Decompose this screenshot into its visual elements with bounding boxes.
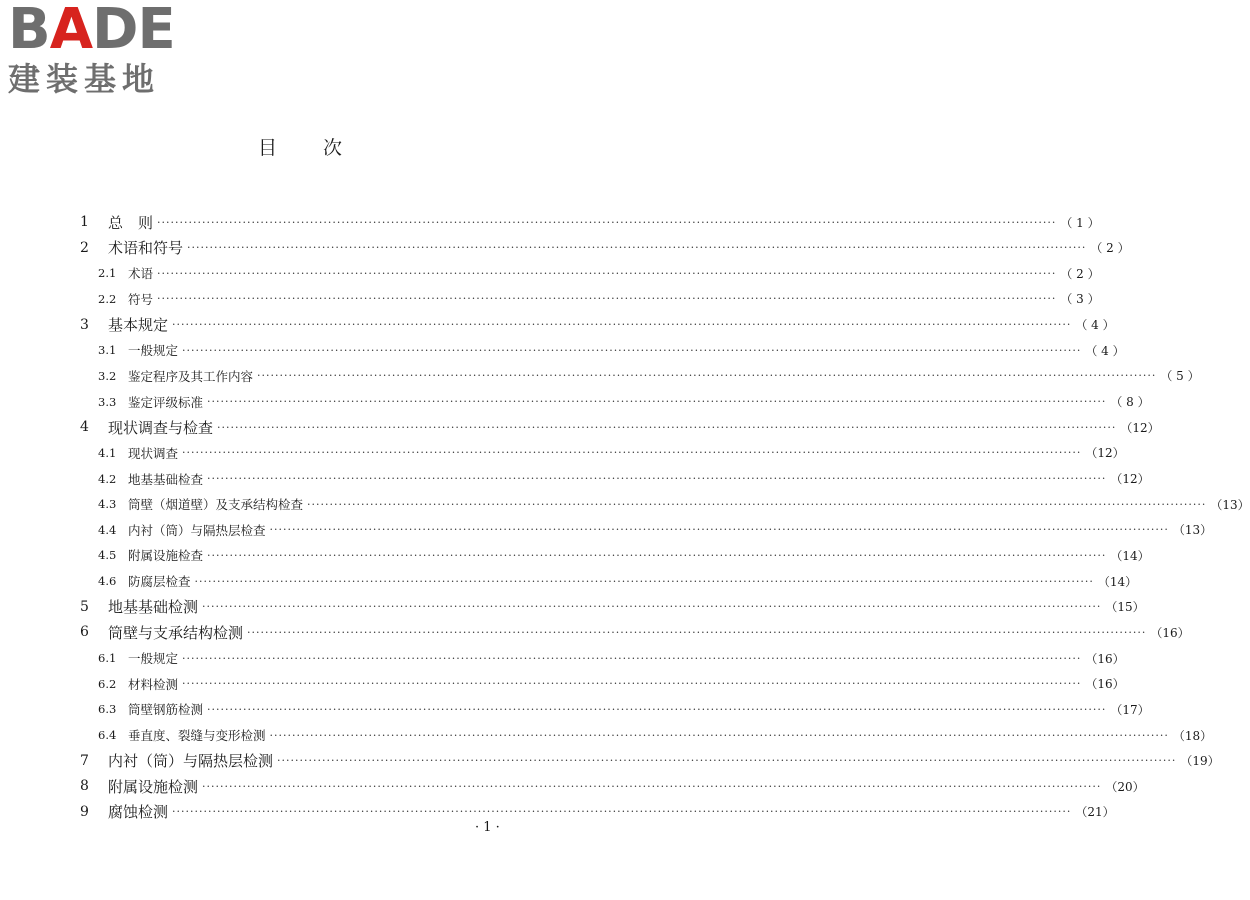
toc-entry-number: 6.4 [98,728,117,742]
toc-leader-dots: ········································································································································································································ [182,446,1082,460]
toc-entry [80,800,1115,824]
toc-entry-title: 基本规定 [108,316,169,335]
toc-entry-number: 6.1 [98,651,117,666]
toc-entry-page: （21） [1075,805,1115,820]
toc-entry [80,569,1138,593]
toc-entry-title: 防腐层检查 [128,574,191,590]
toc-leader-dots: ········································································································································································································ [269,523,1169,537]
toc-entry-number: 4.6 [98,574,117,589]
toc-entry-title: 现状调查与检查 [108,418,214,437]
toc-entry [80,543,1150,567]
toc-entry-page: （ 3 ） [1060,292,1100,307]
toc-entry [80,467,1150,491]
toc-entry [80,441,1125,465]
toc-entry [80,518,1213,542]
toc-entry-page: （14） [1110,548,1150,563]
toc-entry [80,338,1125,362]
toc-leader-dots: ········································································································································································································ [182,677,1082,691]
toc-entry-page: （ 1 ） [1060,215,1100,230]
toc-entry-title: 总 则 [108,213,154,232]
toc-entry-title: 内衬（筒）与隔热层检查 [128,522,266,538]
toc-entry [80,287,1100,311]
toc-leader-dots: ········································································································································································································ [157,266,1057,280]
toc-entry-number: 4.2 [98,471,117,486]
toc-entry [80,672,1125,696]
toc-entry-number: 4 [80,419,89,436]
toc-entry-title: 术语和符号 [108,239,184,258]
toc-entry-title: 筒壁（烟道壁）及支承结构检查 [128,497,304,513]
toc-leader-dots: ········································································································································································································ [247,625,1147,639]
toc-entry-title: 地基基础检测 [108,598,199,617]
toc-entry-title: 现状调查 [128,445,179,461]
toc-entry [80,697,1150,721]
toc-entry [80,390,1150,414]
toc-entry [80,723,1213,747]
toc-leader-dots: ········································································································································································································ [207,472,1107,485]
toc-entry-number: 2.1 [98,266,117,281]
toc-entry-number: 4.4 [98,522,117,537]
toc-entry-number: 5 [80,598,89,615]
toc-entry [80,236,1130,260]
toc-entry-title: 地基基础检查 [128,471,204,487]
logo-wordmark [8,0,188,62]
toc-entry-number: 3.2 [98,368,117,383]
toc-leader-dots: ········································································································································································································ [269,728,1169,742]
toc-entry-page: （12） [1085,446,1125,461]
toc-entry-page: （ 5 ） [1160,369,1200,384]
toc-entry-title: 材料检测 [128,676,179,692]
logo-wordmark-text: BADE [8,0,175,62]
toc-entry-page: （18） [1172,728,1213,743]
toc-leader-dots: ········································································································································································································ [202,600,1102,614]
toc-leader-dots: ········································································································································································································ [172,805,1072,819]
toc-leader-dots: ········································································································································································································ [182,343,1082,357]
toc-entry-number: 4.5 [98,548,117,563]
toc-leader-dots: ········································································································································································································ [207,702,1107,716]
toc-entry [80,210,1100,234]
toc-entry-title: 一般规定 [128,343,179,359]
toc-entry-title: 筒壁钢筋检测 [128,702,204,718]
toc-entry-title: 符号 [128,291,154,307]
toc-entry-page: （ 2 ） [1090,241,1130,256]
toc-entry-number: 7 [80,752,89,769]
toc-entry [80,595,1145,619]
toc-entry [80,492,1250,516]
toc-entry-page: （ 4 ） [1075,318,1115,333]
toc-leader-dots: ········································································································································································································ [202,779,1102,793]
toc-entry-page: （15） [1105,600,1145,615]
toc-entry-title: 附属设施检查 [128,548,204,564]
toc-entry-page: （16） [1150,625,1190,640]
toc-entry-page: （19） [1180,754,1220,769]
toc-entry-title: 垂直度、裂缝与变形检测 [128,728,266,743]
page-number: · 1 · [475,820,500,835]
toc-entry-page: （ 2 ） [1060,266,1100,281]
toc-entry-number: 4.1 [98,445,117,460]
toc-leader-dots: ········································································································································································································ [207,395,1107,409]
toc-leader-dots: ········································································································································································································ [217,420,1117,434]
toc-entry-title: 术语 [128,266,154,282]
toc-entry-page: （16） [1085,677,1125,692]
toc-entry [80,415,1160,439]
toc-entry-title: 腐蚀检测 [108,803,169,822]
toc-entry-page: （12） [1120,420,1160,435]
toc-entry-page: （13） [1172,523,1213,538]
toc-entry [80,364,1200,388]
toc-leader-dots: ········································································································································································································ [187,241,1087,255]
toc-entry-page: （13） [1210,497,1250,512]
toc-entry-page: （ 4 ） [1085,343,1125,358]
toc-entry-title: 鉴定程序及其工作内容 [128,368,254,384]
bade-logo [8,2,188,102]
toc-entry [80,749,1220,773]
toc-entry-number: 3 [80,316,89,333]
page-title: 目次 [257,137,388,159]
toc-entry-page: （12） [1110,472,1150,486]
toc-leader-dots: ········································································································································································································ [207,548,1107,562]
toc-entry-number: 6 [80,624,89,641]
toc-leader-dots: ········································································································································································································ [172,318,1072,332]
toc-entry-number: 9 [80,803,89,820]
toc-entry [80,313,1115,337]
toc-entry-number: 2 [80,239,89,256]
toc-entry-page: （ 8 ） [1110,395,1150,410]
toc-entry [80,620,1190,644]
toc-entry-title: 一般规定 [128,651,179,667]
toc-entry-number: 3.3 [98,394,117,409]
toc-entry-number: 4.3 [98,497,117,512]
toc-entry-title: 附属设施检测 [108,777,199,796]
toc-leader-dots: ········································································································································································································ [307,497,1207,511]
toc-entry-number: 1 [80,214,89,230]
toc-entry-number: 2.2 [98,291,117,306]
toc-leader-dots: ········································································································································································································ [194,574,1094,588]
toc-entry [80,646,1125,670]
toc-leader-dots: ········································································································································································································ [157,215,1057,229]
toc-entry-page: （17） [1110,702,1150,717]
toc-entry [80,774,1145,798]
toc-leader-dots: ········································································································································································································ [182,651,1082,665]
toc-entry-title: 鉴定评级标准 [128,394,204,410]
toc-entry-number: 6.3 [98,702,117,717]
toc-entry-number: 3.1 [98,343,117,358]
toc-entry-number: 8 [80,778,89,795]
toc-leader-dots: ········································································································································································································ [277,754,1177,768]
toc-entry-page: （14） [1097,574,1138,589]
toc-entry-page: （16） [1085,651,1125,666]
toc-entry-title: 内衬（筒）与隔热层检测 [108,752,274,771]
logo-chinese-text: 建装基地 [8,60,161,98]
toc-entry-page: （20） [1105,779,1145,794]
toc-leader-dots: ········································································································································································································ [157,292,1057,306]
toc-leader-dots: ········································································································································································································ [257,369,1157,383]
toc-entry [80,261,1100,285]
toc-entry-number: 6.2 [98,676,117,691]
toc-entry-title: 筒壁与支承结构检测 [108,623,244,642]
